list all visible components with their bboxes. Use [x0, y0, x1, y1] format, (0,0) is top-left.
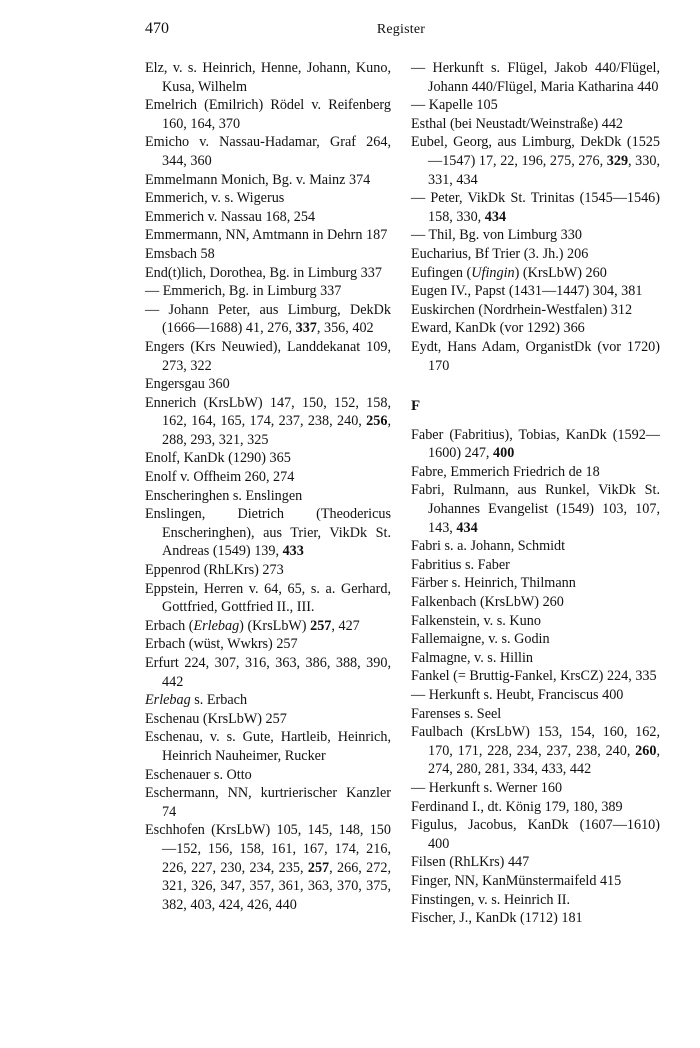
entry-text: Falkenbach (KrsLbW) 260 [411, 594, 564, 611]
index-entry [145, 766, 391, 785]
entry-text: Farenses s. Seel [411, 705, 502, 722]
index-entry [411, 723, 660, 779]
entry-text: Eppstein, Herren v. 64, 65, s. a. Gerhard, Gottfried, Gottfried II., III. [145, 580, 391, 616]
entry-text: , 356, 402 [316, 320, 374, 337]
entry-text: Eydt, Hans Adam, OrganistDk (vor 1720) 170 [411, 338, 660, 374]
entry-text: , 274, 280, 281, 334, 433, 442 [428, 742, 660, 778]
entry-text: Emmermann, NN, Amtmann in Dehrn 187 [145, 227, 388, 244]
index-entry [145, 561, 391, 580]
index-entry [145, 59, 391, 96]
historic-name: Ufingin [471, 264, 515, 281]
index-entry [145, 171, 391, 190]
index-entry [411, 593, 660, 612]
entry-text: — Emmerich, Bg. in Limburg 337 [145, 283, 342, 300]
index-entry [411, 96, 660, 115]
index-entry [411, 705, 660, 724]
index-entry [411, 481, 660, 537]
entry-text: Esthal (bei Neustadt/Weinstraße) 442 [411, 115, 624, 132]
entry-text: Eschenau, v. s. Gute, Hartleib, Heinrich, Heinrich Nauheimer, Rucker [145, 729, 391, 764]
entry-text: Eubel, Georg, aus Limburg, DekDk (1525—1547) 17, 22, 196, 275, 276, [411, 134, 660, 169]
index-entry [145, 208, 391, 227]
entry-text: Enolf v. Offheim 260, 274 [145, 469, 295, 486]
index-entry [411, 115, 660, 134]
index-entry [411, 59, 660, 96]
index-entry [145, 449, 391, 468]
index-entry [411, 133, 660, 189]
entry-text: Fabritius s. Faber [411, 556, 510, 573]
entry-text: — Peter, VikDk St. Trinitas (1545—1546) 158, 330, [411, 190, 660, 225]
entry-text: Eschenauer s. Otto [145, 766, 252, 783]
entry-text: Falmagne, v. s. Hillin [411, 649, 534, 666]
entry-text: Fallemaigne, v. s. Godin [411, 631, 550, 648]
index-entry [411, 338, 660, 375]
index-entry [411, 426, 660, 463]
index-entry [145, 301, 391, 338]
index-entry [145, 189, 391, 208]
page-ref-bold: 434 [456, 519, 478, 536]
page-ref-bold: 400 [493, 445, 515, 462]
entry-text: Euskirchen (Nordrhein-Westfalen) 312 [411, 301, 633, 318]
page-header [145, 20, 657, 42]
page-ref-bold: 433 [282, 543, 304, 560]
index-entry [145, 375, 391, 394]
entry-text: , 330, 331, 434 [428, 152, 660, 188]
entry-text: Fabre, Emmerich Friedrich de 18 [411, 463, 600, 480]
index-entry [411, 463, 660, 482]
index-entry [411, 798, 660, 817]
right-entries-after [411, 426, 660, 928]
entry-text: — Johann Peter, aus Limburg, DekDk (1666—1688) 41, 276, [145, 301, 391, 337]
index-entry [411, 853, 660, 872]
entry-text: Figulus, Jacobus, KanDk (1607—1610) 400 [411, 817, 660, 852]
entry-text: — Herkunft s. Heubt, Franciscus 400 [411, 687, 624, 703]
index-entry [411, 537, 660, 556]
index-entry [411, 282, 660, 301]
page-number: 470 [145, 20, 169, 37]
index-entry [145, 821, 391, 914]
index-entry [411, 686, 660, 705]
entry-text: — Herkunft s. Flügel, Jakob 440/Flügel, Johann 440/Flügel, Maria Katharina 440 [411, 60, 660, 95]
entry-text: Enolf, KanDk (1290) 365 [145, 450, 291, 467]
index-entry [145, 394, 391, 450]
index-entry [411, 264, 660, 283]
entry-text: Erbach ( [145, 617, 194, 634]
index-entry [145, 245, 391, 264]
index-entry [411, 649, 660, 668]
entry-text: Finger, NN, KanMünstermaifeld 415 [411, 872, 622, 889]
entry-text: , 288, 293, 321, 325 [162, 413, 391, 448]
index-entry [411, 872, 660, 891]
index-entry [411, 891, 660, 910]
entry-text: Emelrich (Emilrich) Rödel v. Reifenberg 160, 164, 370 [145, 97, 391, 132]
entry-text: Enslingen, Dietrich (Theodericus Enscheringhen), aus Trier, VikDk St. Andreas (1549) 139, [145, 506, 391, 560]
index-entry [145, 468, 391, 487]
historic-name: Erlebag [193, 617, 240, 634]
entry-text: Färber s. Heinrich, Thilmann [411, 575, 576, 592]
entry-text: Eucharius, Bf Trier (3. Jh.) 206 [411, 245, 589, 262]
index-entry [145, 617, 391, 636]
entry-text: Emmerich v. Nassau 168, 254 [145, 208, 316, 225]
entry-text: Ennerich (KrsLbW) 147, 150, 152, 158, 162, 164, 165, 174, 237, 238, 240, [145, 394, 391, 430]
entry-text: , 427 [331, 617, 360, 634]
page-ref-bold: 260 [635, 742, 657, 759]
index-entry [145, 728, 391, 765]
entry-text: — Herkunft s. Werner 160 [411, 779, 563, 796]
index-entry [411, 226, 660, 245]
index-entry [411, 556, 660, 575]
entry-text: Emmelmann Monich, Bg. v. Mainz 374 [145, 171, 371, 188]
entry-text: Elz, v. s. Heinrich, Henne, Johann, Kuno, Kusa, Wilhelm [145, 60, 391, 95]
index-entry [145, 282, 391, 301]
index-entry [145, 691, 391, 710]
page-ref-bold: 257 [307, 859, 330, 876]
entry-text: — Kapelle 105 [411, 97, 498, 114]
index-entry [145, 338, 391, 375]
index-entry [411, 319, 660, 338]
index-entry [411, 630, 660, 649]
page-ref-bold: 257 [310, 617, 332, 634]
entry-text: Emicho v. Nassau-Hadamar, Graf 264, 344, 360 [145, 134, 391, 169]
entry-text: Eugen IV., Papst (1431—1447) 304, 381 [411, 283, 643, 300]
entry-text: Faber (Fabritius), Tobias, KanDk (1592—1600) 247, [411, 426, 660, 462]
entry-text: Fankel (= Bruttig-Fankel, KrsCZ) 224, 335 [411, 668, 657, 685]
entry-text: Enscheringhen s. Enslingen [145, 487, 303, 504]
entry-text: s. Erbach [190, 692, 248, 709]
historic-name: Erlebag [145, 692, 191, 709]
index-entry [145, 635, 391, 654]
index-entry [411, 574, 660, 593]
index-entry [145, 487, 391, 506]
entry-text: Engers (Krs Neuwied), Landdekanat 109, 273, 322 [145, 338, 391, 374]
entry-text: Filsen (RhLKrs) 447 [411, 854, 530, 871]
entry-text: Eufingen ( [411, 264, 472, 281]
entry-text: Fischer, J., KanDk (1712) 181 [411, 910, 583, 927]
entry-text: Finstingen, v. s. Heinrich II. [411, 891, 571, 908]
page-ref-bold: 329 [606, 152, 629, 169]
page-ref-bold: 434 [484, 208, 507, 225]
index-entry [411, 816, 660, 853]
entry-text: Eschhofen (KrsLbW) 105, 145, 148, 150—152, 156, 158, 161, 167, 174, 216, 226, 227, 230, 234, 235, [145, 822, 391, 876]
entry-text: Emmerich, v. s. Wigerus [145, 190, 285, 207]
index-entry [411, 245, 660, 264]
index-entry [145, 226, 391, 245]
index-entry [145, 264, 391, 283]
entry-text: End(t)lich, Dorothea, Bg. in Limburg 337 [145, 264, 382, 281]
index-entry [145, 784, 391, 821]
entry-text: ) (KrsLbW) 260 [514, 264, 607, 281]
entry-text: Erbach (wüst, Wwkrs) 257 [145, 636, 298, 653]
index-entry [411, 189, 660, 226]
entry-text: ) (KrsLbW) [239, 617, 311, 634]
index-entry [145, 580, 391, 617]
page-ref-bold: 337 [295, 320, 317, 337]
index-entry [411, 909, 660, 928]
entry-text: Eschermann, NN, kurtrierischer Kanzler 74 [145, 785, 391, 820]
section-letter: F [411, 398, 421, 415]
index-entry [411, 667, 660, 686]
index-entry [411, 779, 660, 798]
entry-text: Erfurt 224, 307, 316, 363, 386, 388, 390, 442 [145, 655, 391, 690]
right-entries-before [411, 59, 660, 375]
entry-text: Emsbach 58 [145, 245, 215, 262]
left-entries [145, 59, 391, 914]
running-head: Register [376, 22, 426, 37]
right-column [411, 59, 660, 928]
entry-text: Faulbach (KrsLbW) 153, 154, 160, 162, 170, 171, 228, 234, 237, 238, 240, [411, 724, 660, 759]
entry-text: Eppenrod (RhLKrs) 273 [145, 562, 284, 579]
entry-text: — Thil, Bg. von Limburg 330 [411, 227, 582, 244]
index-entry [411, 612, 660, 631]
entry-text: Eschenau (KrsLbW) 257 [145, 710, 287, 727]
index-entry [145, 96, 391, 133]
index-entry [145, 710, 391, 729]
entry-text: Falkenstein, v. s. Kuno [411, 612, 541, 629]
entry-text: Ferdinand I., dt. König 179, 180, 389 [411, 798, 623, 815]
page-ref-bold: 256 [366, 413, 388, 430]
entry-text: Fabri, Rulmann, aus Runkel, VikDk St. Johannes Evangelist (1549) 103, 107, 143, [411, 482, 660, 536]
entry-text: Fabri s. a. Johann, Schmidt [411, 538, 566, 555]
entry-text: , 266, 272, 321, 326, 347, 357, 361, 363, 370, 375, 382, 403, 424, 426, 440 [162, 859, 392, 913]
index-entry [145, 654, 391, 691]
left-column [145, 59, 391, 914]
index-entry [145, 133, 391, 170]
index-entry [145, 505, 391, 561]
entry-text: Engersgau 360 [145, 376, 230, 393]
index-entry [411, 301, 660, 320]
entry-text: Eward, KanDk (vor 1292) 366 [411, 320, 585, 337]
